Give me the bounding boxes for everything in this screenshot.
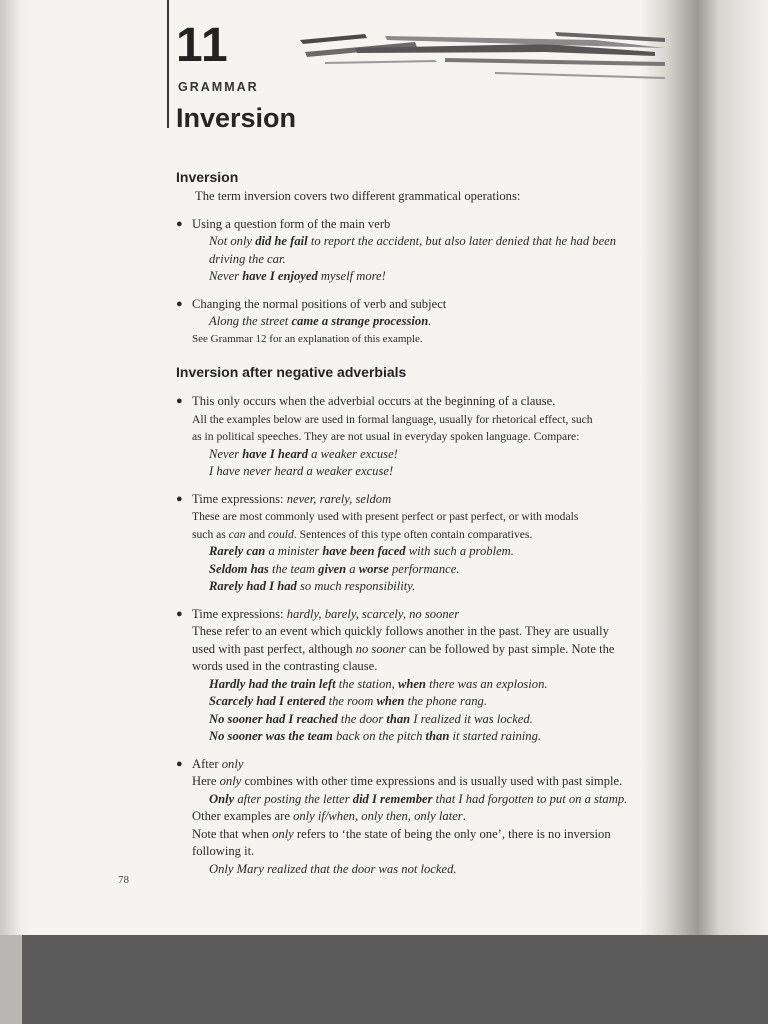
bullet-hardly-barely: ● Time expressions: hardly, barely, scarcely, no sooner These refer to an event which quickly follows another in the past. They are usually used with past perfect, although no sooner can be followed by past simple. Note the words used in the contrasting clause. Hardly had the train left the station, when there was an explosion. Scarcely had I entered the room when the phone rang. No sooner had I reached the door than I realized it was locked. No sooner was the team back on the pitch than it started raining. — [176, 606, 646, 746]
bullet-verb-subject: ● Changing the normal positions of verb and subject Along the street came a strange procession. See Grammar 12 for an explanation of this example. — [176, 296, 646, 349]
chapter-title: Inversion — [176, 103, 297, 133]
example-line: Only Mary realized that the door was not locked. — [209, 861, 457, 876]
bullet-icon: ● — [176, 217, 183, 230]
example-line: Along the street came a strange procession. — [209, 314, 432, 328]
example-line: driving the car. — [209, 251, 286, 266]
page-number: 78 — [118, 874, 129, 886]
body-text: following it. — [192, 844, 255, 858]
body-text: words used in the contrasting clause. — [192, 659, 378, 673]
example-line: Not only did he fail to report the accident, but also later denied that he had been — [209, 234, 617, 248]
example-line: No sooner had I reached the door than I realized it was locked. — [209, 711, 533, 726]
cross-reference-note: See Grammar 12 for an explanation of this example. — [192, 332, 423, 345]
bullet-never-rarely-seldom: ● Time expressions: never, rarely, seldom These are most commonly used with present perfect or past perfect, or with modals such as can and could. Sentences of this type often contain comparatives. Rarely can a minister have been faced with such a problem. Seldom has the team given a worse performance. Rarely had I had so much responsibility. — [176, 491, 646, 596]
bullet-icon: ● — [176, 757, 183, 770]
body-text: Note that when only refers to ‘the state of being the only one’, there is no inversion — [192, 826, 611, 841]
body-text: These are most commonly used with present perfect or past perfect, or with modals — [192, 510, 579, 523]
example-line: I have never heard a weaker excuse! — [209, 464, 394, 478]
example-line: Hardly had the train left the station, when there was an explosion. — [209, 676, 548, 691]
scan-background — [22, 935, 768, 1024]
intro-text: The term inversion covers two different grammatical operations: — [195, 189, 521, 203]
chapter-kicker: GRAMMAR — [178, 80, 259, 94]
decorative-brush-strokes — [295, 22, 675, 92]
example-line: Scarcely had I entered the room when the phone rang. — [209, 694, 487, 708]
body-text: Here only combines with other time expressions and is usually used with past simple. — [192, 774, 623, 788]
body-text: used with past perfect, although no sooner can be followed by past simple. Note the — [192, 641, 615, 656]
page-edge — [0, 0, 30, 935]
page-content — [176, 166, 646, 878]
bullet-icon: ● — [176, 607, 183, 620]
body-text: All the examples below are used in formal language, usually for rhetorical effect, such — [192, 412, 593, 426]
bullet-icon: ● — [176, 297, 183, 310]
section-heading-negative-adverbials: Inversion after negative adverbials — [176, 364, 407, 380]
example-line: Rarely can a minister have been faced with such a problem. — [209, 544, 514, 558]
body-text: These refer to an event which quickly follows another in the past. They are usually — [192, 624, 609, 638]
chapter-number: 11 — [176, 19, 229, 72]
example-line: Rarely had I had so much responsibility. — [209, 579, 416, 593]
scan-margin — [0, 935, 22, 1024]
book-spine-shadow — [640, 0, 768, 935]
chapter-rule — [167, 0, 169, 128]
bullet-question-form: ● Using a question form of the main verb Not only did he fail to report the accident, but also later denied that he had been driving the car. Never have I enjoyed myself more! — [176, 216, 646, 286]
example-line: Never have I heard a weaker excuse! — [209, 446, 398, 461]
bullet-icon: ● — [176, 395, 183, 407]
example-line: Never have I enjoyed myself more! — [209, 269, 386, 283]
body-text: such as can and could. Sentences of this type often contain comparatives. — [192, 527, 533, 541]
example-line: Only after posting the letter did I remember that I had forgotten to put on a stamp. — [209, 791, 628, 806]
example-line: Seldom has the team given a worse performance. — [209, 561, 460, 576]
section-heading-inversion: Inversion — [176, 169, 239, 185]
body-text: Other examples are only if/when, only then, only later. — [192, 809, 466, 823]
example-line: No sooner was the team back on the pitch than it started raining. — [209, 729, 542, 743]
body-text: as in political speeches. They are not usual in everyday spoken language. Compare: — [192, 430, 580, 443]
bullet-after-only: ● After only Here only combines with other time expressions and is usually used with past simple. Only after posting the letter did I remember that I had forgotten to put on a stamp. Other examples are only if/when, only then, only later. Note that when only refers to ‘the state of being the only one’, there is no inversion following it. Only Mary realized that the door was not locked. — [176, 756, 646, 879]
bullet-icon: ● — [176, 492, 183, 505]
bullet-beginning-of-clause: ● This only occurs when the adverbial occurs at the beginning of a clause. All the examples below are used in formal language, usually for rhetorical effect, such as in political speeches. They are not usual in everyday spoken language. Compare: Never have I heard a weaker excuse! I have never heard a weaker excuse! — [176, 393, 646, 481]
